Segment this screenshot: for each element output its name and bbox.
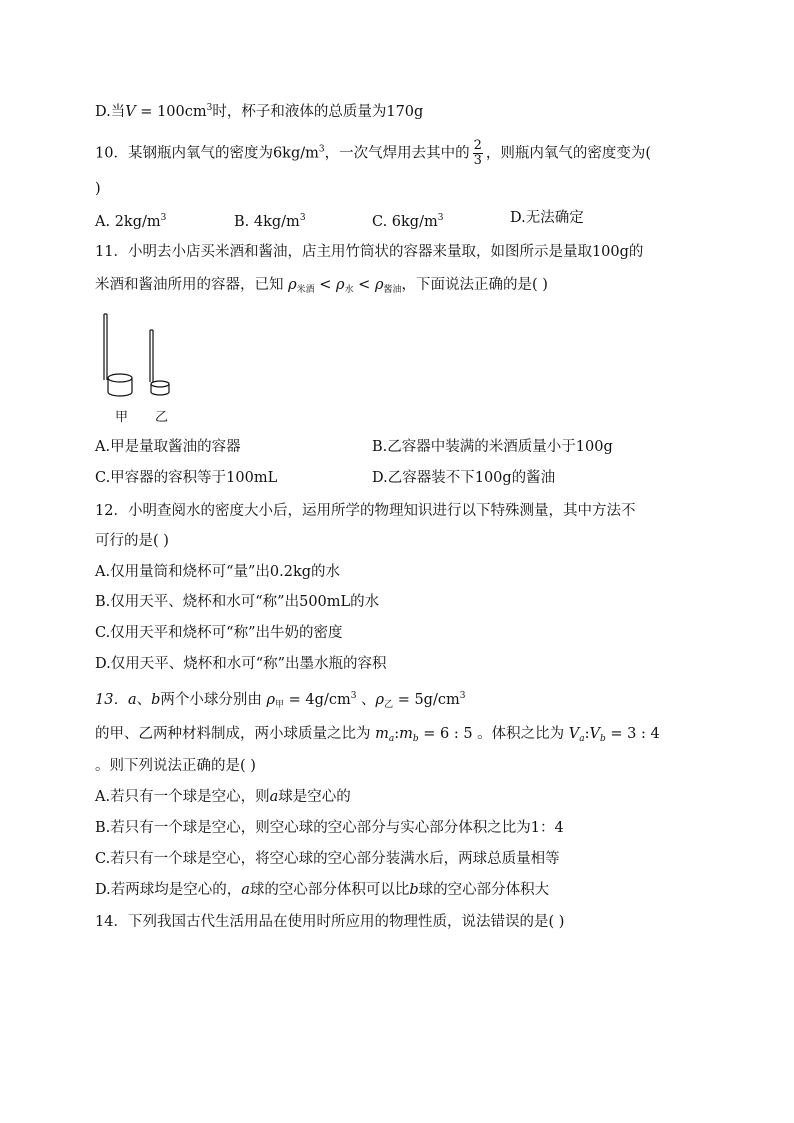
- q9-option-d: [95, 98, 423, 122]
- q10-option-c: [372, 208, 443, 232]
- q11-line2-before: 米酒和酱油所用的容器，已知: [95, 277, 289, 293]
- q14-stem: 14．下列我国古代生活用品在使用时所应用的物理性质，说法错误的是( ): [95, 914, 565, 930]
- q11-option-c: C.甲容器的容积等于100mL: [95, 470, 278, 486]
- q12-line2: 可行的是( ): [95, 533, 169, 549]
- q9d-var: V: [125, 104, 136, 120]
- q13-ball-b: b: [151, 692, 161, 708]
- q13-ratio-v: = 3 : 4: [605, 726, 660, 742]
- q11-option-a: A.甲是量取酱油的容器: [95, 439, 241, 455]
- q13-v-b-sub: b: [600, 734, 606, 744]
- q12-option-d: D.仅用天平、烧杯和水可“称”出墨水瓶的容积: [95, 656, 387, 672]
- q13-sub-jia: 甲: [275, 700, 285, 710]
- q11-line2-after: ，下面说法正确的是( ): [401, 277, 548, 293]
- q10-stem-mid: ，一次气焊用去其中的: [324, 145, 470, 162]
- q13-v-a: V: [568, 726, 580, 742]
- q10-stem-after: ，则瓶内氧气的密度变为(: [485, 145, 652, 162]
- q10-stem-before: 10．某钢瓶内氧气的密度为6kg/m: [95, 145, 319, 162]
- q13-line3: 。则下列说法正确的是( ): [95, 758, 256, 774]
- q11-rho-2: ρ: [336, 277, 345, 293]
- q13-option-b: B.若只有一个球是空心，则空心球的空心部分与实心部分体积之比为1：4: [95, 820, 564, 836]
- q9d-prefix: D.当: [95, 104, 126, 120]
- q10-option-a-label: A. 2kg/m: [95, 214, 161, 230]
- q9d-exp: 3: [206, 103, 213, 113]
- q11-sub-rice-wine: 米酒: [296, 285, 315, 295]
- q13-option-d-var-b: b: [409, 882, 419, 898]
- q13-option-d-mid: 球的空心部分体积可以比: [249, 882, 410, 898]
- q13-m-a: m: [375, 726, 389, 742]
- q10-stem-cont: ): [95, 181, 101, 197]
- q12-option-a: A.仅用量筒和烧杯可“量”出0.2kg的水: [95, 564, 341, 580]
- q9d-suffix: 时，杯子和液体的总质量为170g: [212, 104, 424, 120]
- q13-mid2: 两个小球分别由: [160, 692, 267, 708]
- container-jia: [104, 314, 132, 396]
- q13-sub-yi: 乙: [384, 700, 394, 710]
- q11-option-b: B.乙容器中装满的米酒质量小于100g: [372, 439, 613, 455]
- q10-stem: [95, 139, 651, 168]
- q13-line2-before: 的甲、乙两种材料制成，两小球质量之比为: [95, 726, 376, 742]
- q10-option-c-label: C. 6kg/m: [372, 214, 438, 230]
- q10-stem-exp: 3: [318, 144, 325, 155]
- q10-option-d: [510, 208, 584, 228]
- q10-option-d-label: D.无法确定: [510, 210, 584, 226]
- q13-m-b: m: [399, 726, 413, 742]
- q13-ball-a: a: [127, 692, 137, 708]
- q13-option-a-var: a: [269, 789, 279, 805]
- q11-line1: 11．小明去小店买米酒和酱油，店主用竹筒状的容器来量取，如图所示是量取100g的: [95, 244, 644, 260]
- q13-option-c: C.若只有一个球是空心，将空心球的空心部分装满水后，两球总质量相等: [95, 851, 560, 867]
- q13-rho-jia: ρ: [266, 692, 276, 708]
- q13-line1: [95, 686, 465, 715]
- q10-option-a: [95, 208, 166, 232]
- q13-option-a-pre: A.若只有一个球是空心，则: [95, 789, 270, 805]
- q10-frac-den: 3: [473, 153, 482, 168]
- q11-option-d: D.乙容器装不下100g的酱油: [372, 470, 556, 486]
- q13-m-a-sub: a: [388, 734, 395, 744]
- q10-option-b-label: B. 4kg/m: [234, 214, 300, 230]
- figure-label-jia: 甲: [115, 410, 129, 425]
- q12-line1: 12．小明查阅水的密度大小后，运用所学的物理知识进行以下特殊测量，其中方法不: [95, 503, 636, 519]
- q10-fraction: [473, 139, 483, 168]
- q13-colon: :: [394, 726, 400, 742]
- q13-rho-yi: ρ: [375, 692, 385, 708]
- q13-option-d: [95, 880, 549, 900]
- q13-colon-v: :: [584, 726, 590, 742]
- figure-label-yi: 乙: [155, 410, 169, 425]
- q12-option-c: C.仅用天平和烧杯可“称”出牛奶的密度: [95, 625, 343, 641]
- q13-v-b: V: [589, 726, 601, 742]
- q11-lt-1: <: [314, 277, 337, 293]
- q13-option-a: [95, 787, 351, 807]
- q10-option-b-exp: 3: [299, 213, 306, 223]
- q9d-eq: = 100cm: [135, 104, 207, 120]
- q13-line2-mid: 。体积之比为: [472, 726, 569, 742]
- container-yi: [150, 330, 169, 395]
- q11-lt-2: <: [353, 277, 375, 293]
- q10-option-c-exp: 3: [437, 213, 444, 223]
- q11-line2: [95, 275, 548, 300]
- q11-sub-soy-sauce: 酱油: [383, 285, 402, 295]
- q13-val2: = 5g/cm: [393, 692, 460, 708]
- q13-v-a-sub: a: [579, 734, 585, 744]
- q12-option-b: B.仅用天平、烧杯和水可“称”出500mL的水: [95, 594, 380, 610]
- q10-option-a-exp: 3: [160, 213, 167, 223]
- q13-ratio-m: = 6 : 5: [418, 726, 473, 742]
- q11-rho-1: ρ: [288, 277, 297, 293]
- q11-figure: [95, 312, 185, 427]
- q10-frac-num: 2: [473, 138, 482, 153]
- q13-sep: 、: [356, 692, 376, 708]
- q13-option-d-var-a: a: [241, 882, 250, 898]
- q13-mid1: 、: [136, 692, 152, 708]
- q10-option-b: [234, 208, 306, 232]
- q13-exp2: 3: [459, 691, 466, 701]
- q13-option-d-post: 球的空心部分体积大: [418, 882, 550, 898]
- q13-option-d-pre: D.若两球均是空心的，: [95, 882, 242, 898]
- q13-line2: [95, 724, 660, 749]
- q13-m-b-sub: b: [412, 734, 419, 744]
- q13-exp1: 3: [350, 691, 357, 701]
- q11-rho-3: ρ: [374, 277, 384, 293]
- q13-number: 13．: [95, 692, 128, 708]
- q13-val1: = 4g/cm: [284, 692, 351, 708]
- q11-sub-water: 水: [344, 285, 354, 295]
- q13-option-a-post: 球是空心的: [278, 789, 351, 805]
